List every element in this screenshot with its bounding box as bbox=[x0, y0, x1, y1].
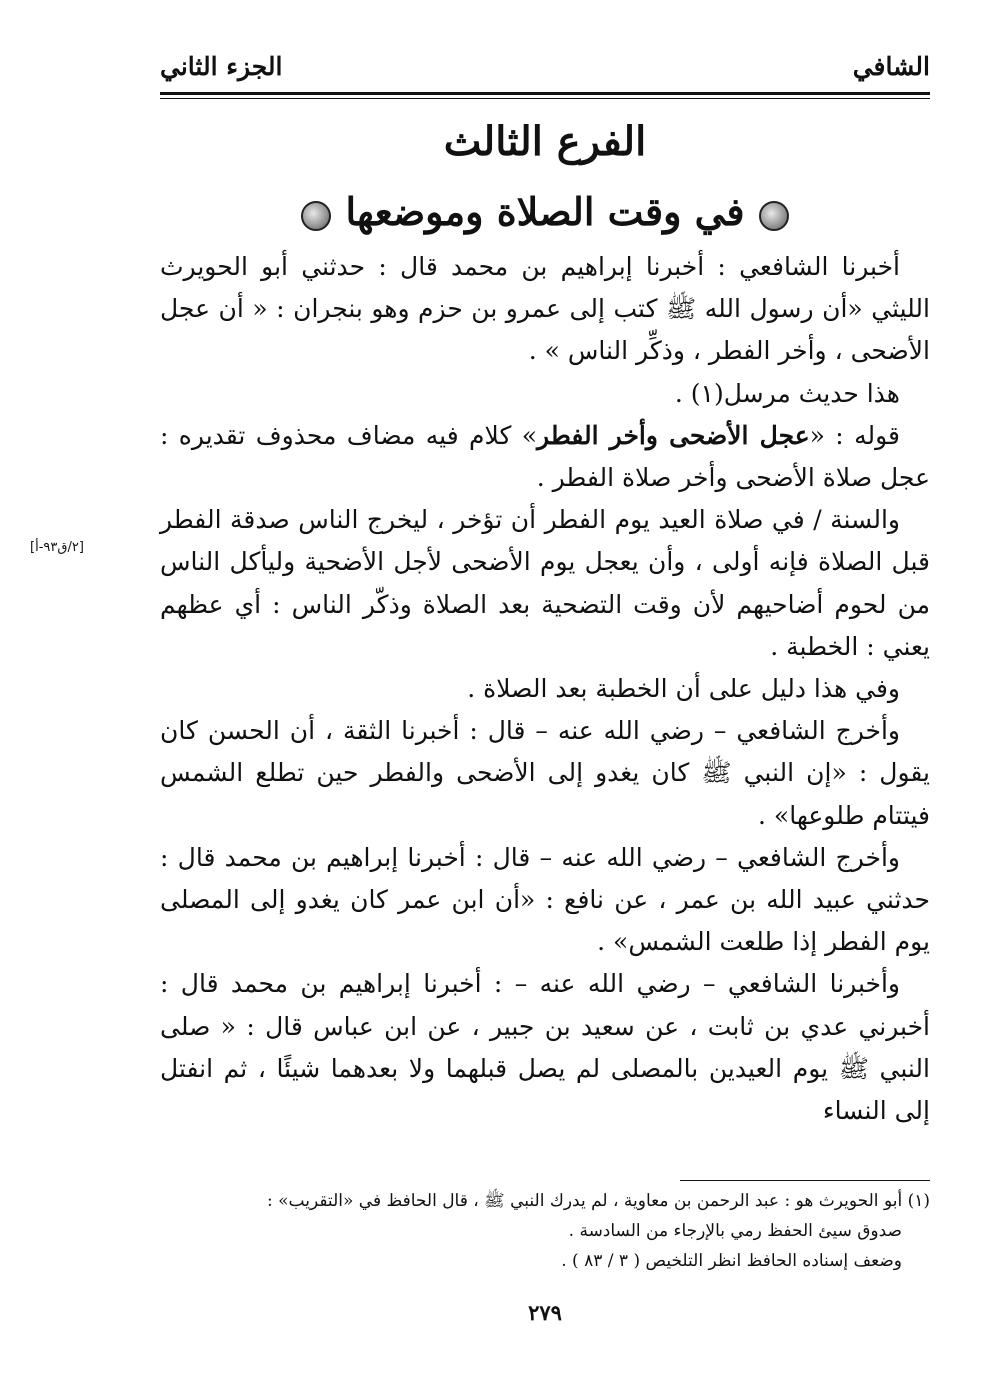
section-title: في وقت الصلاة وموضعها bbox=[345, 189, 745, 234]
quote-lead: قوله : « bbox=[809, 420, 900, 450]
footnote: (١) أبو الحويرث هو : عبد الرحمن بن معاوية ، لم يدرك النبي ﷺ ، قال الحافظ في «التقريب» : bbox=[267, 1191, 930, 1211]
ornament-bullet-icon bbox=[301, 201, 331, 231]
page-header bbox=[160, 44, 930, 92]
footnote-continuation: صدوق سيئ الحفظ رمي بالإرجاء من السادسة . bbox=[568, 1221, 902, 1241]
section-title-row bbox=[160, 182, 930, 242]
footnotes bbox=[160, 1186, 930, 1276]
ornament-bullet-icon bbox=[759, 201, 789, 231]
paragraph: هذا حديث مرسل(١) . bbox=[674, 378, 900, 408]
header-rule-thin bbox=[160, 98, 930, 99]
volume-title: الجزء الثاني bbox=[160, 52, 283, 81]
paragraph: وأخبرنا الشافعي – رضي الله عنه – : أخبرنا إبراهيم بن محمد قال : أخبرني عدي بن ثابت ، عن سعيد بن جبير ، عن ابن عباس قال : « صلى النبي ﷺ يوم العيدين بالمصلى لم يصل قبلهما ولا بعدهما شيئًا ، ثم انفتل إلى النساء bbox=[160, 969, 930, 1126]
header-rule bbox=[160, 92, 930, 95]
paragraph: وأخرج الشافعي – رضي الله عنه – قال : أخبرنا الثقة ، أن الحسن كان يقول : «إن النبي ﷺ كان يغدو إلى الأضحى والفطر حين تطلع الشمس فيتتام طلوعها» . bbox=[160, 716, 930, 830]
paragraph: والسنة / في صلاة العيد يوم الفطر أن تؤخر ، ليخرج الناس صدقة الفطر قبل الصلاة فإنه أولى ، وأن يعجل يوم الأضحى لأجل الأضحية وليأكل الناس من لحوم أضاحيهم لأن وقت التضحية بعد الصلاة وذكّر الناس : أي عظهم يعني : الخطبة . bbox=[160, 505, 930, 661]
paragraph bbox=[160, 415, 930, 499]
paragraph: وفي هذا دليل على أن الخطبة بعد الصلاة . bbox=[467, 674, 900, 704]
paragraph: وأخرج الشافعي – رضي الله عنه – قال : أخبرنا إبراهيم بن محمد قال : حدثني عبيد الله بن عمر ، عن نافع : «أن ابن عمر كان يغدو إلى المصلى يوم الفطر إذا طلعت الشمس» . bbox=[160, 842, 930, 957]
book-title: الشافي bbox=[852, 52, 930, 81]
paragraph: أخبرنا الشافعي : أخبرنا إبراهيم بن محمد قال : حدثني أبو الحويرث الليثي «أن رسول الله ﷺ كتب إلى عمرو بن حزم وهو بنجران : « أن عجل الأضحى ، وأخر الفطر ، وذكِّر الناس » . bbox=[160, 252, 930, 366]
chapter-title: الفرع الثالث bbox=[443, 118, 647, 165]
footnote-rule bbox=[680, 1180, 930, 1181]
main-text bbox=[160, 246, 930, 1132]
quote-rest: » كلام فيه مضاف محذوف تقديره : عجل صلاة الأضحى وأخر صلاة الفطر . bbox=[160, 420, 930, 493]
footnote-continuation: وضعف إسناده الحافظ انظر التلخيص ( ٣ / ٨٣ ) . bbox=[561, 1251, 902, 1271]
quoted-phrase: عجل الأضحى وأخر الفطر bbox=[537, 420, 810, 450]
page-number: ٢٧٩ bbox=[528, 1300, 562, 1325]
manuscript-folio-note: [٢/ق٩٣-أ] bbox=[30, 540, 84, 555]
